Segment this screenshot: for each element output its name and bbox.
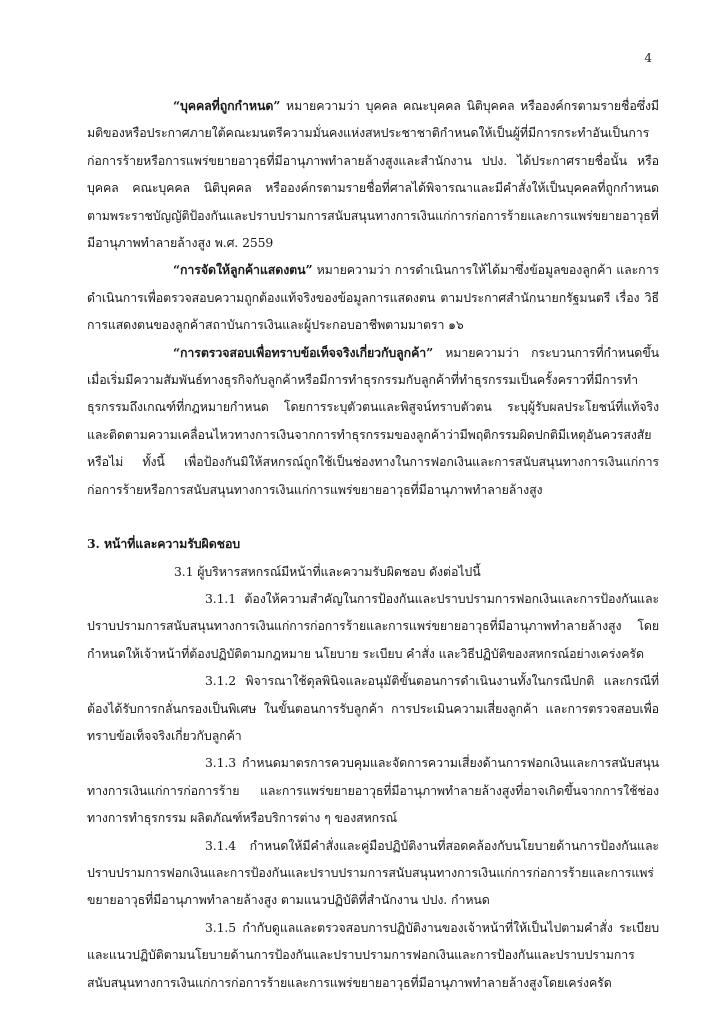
section-item: 3.1.4 กำหนดให้มีคำสั่งและคู่มือปฏิบัติงานที่สอดคล้องกับนโยบายด้านการป้องกันและปราบปรามการฟอกเงินและการป้องกันและปราบปรามการสนับสนุนทางการเงินแก่การก่อการร้ายและการแพร่ขยายอาวุธที่มีอานุภาพทำลายล้างสูง ตามแนวปฏิบัติที่สำนักงาน ปปง. กำหนด bbox=[87, 837, 659, 908]
definition-designated-person bbox=[87, 92, 659, 256]
definition-text: หมายความว่า กระบวนการที่กำหนดขึ้นเมื่อเริ่มมีความสัมพันธ์ทางธุรกิจกับลูกค้าหรือมีการทำธุรกรรมกับลูกค้าที่ทำธุรกรรมเป็นครั้งคราวที่มีการทำธุรกรรมถึงเกณฑ์ที่กฎหมายกำหนด โดยการระบุตัวตนและพิสูจน์ทราบตัวตน ระบุผู้รับผลประโยชน์ที่แท้จริง และติดตามความเคลื่อนไหวทางการเงินจากการทำธุรกรรมของลูกค้าว่ามีพฤติกรรมผิดปกติมีเหตุอันควรสงสัยหรือไม่ ทั้งนี้ เพื่อป้องกันมิให้สหกรณ์ถูกใช้เป็นช่องทางในการฟอกเงินและการสนับสนุนทางการเงินแก่การก่อการร้ายหรือการสนับสนุนทางการเงินแก่การแพร่ขยายอาวุธที่มีอานุภาพทำลายล้างสูง bbox=[87, 344, 659, 497]
section-item: 3.1.2 พิจารณาใช้ดุลพินิจและอนุมัติขั้นตอนการดำเนินงานทั้งในกรณีปกติ และกรณีที่ต้องได้รับการกลั่นกรองเป็นพิเศษ ในขั้นตอนการรับลูกค้า การประเมินความเสี่ยงลูกค้า และการตรวจสอบเพื่อทราบข้อเท็จจริงเกี่ยวกับลูกค้า bbox=[87, 673, 659, 743]
page-number: 4 bbox=[644, 51, 652, 65]
section-heading: 3. หน้าที่และความรับผิดชอบ bbox=[87, 536, 241, 552]
definition-customer-due-diligence bbox=[87, 339, 659, 503]
definition-term: “การจัดให้ลูกค้าแสดงตน” bbox=[173, 262, 313, 278]
section-intro: 3.1 ผู้บริหารสหกรณ์มีหน้าที่และความรับผิดชอบ ดังต่อไปนี้ bbox=[174, 563, 481, 579]
definition-customer-identification bbox=[87, 256, 659, 338]
document-body bbox=[87, 92, 659, 996]
definition-text: หมายความว่า บุคคล คณะบุคคล นิติบุคคล หรือองค์กรตามรายชื่อซึ่งมีมติของหรือประกาศภายใต้คณะมนตรีความมั่นคงแห่งสหประชาชาติกำหนดให้เป็นผู้ที่มีการกระทำอันเป็นการก่อการร้ายหรือการแพร่ขยายอาวุธที่มีอานุภาพทำลายล้างสูงและสำนักงาน ปปง. ได้ประกาศรายชื่อนั้น หรือบุคคล คณะบุคคล นิติบุคคล หรือองค์กรตามรายชื่อที่ศาลได้พิจารณาและมีคำสั่งให้เป็นบุคคลที่ถูกกำหนดตามพระราชบัญญัติป้องกันและปราบปรามการสนับสนุนทางการเงินแก่การก่อการร้ายและการแพร่ขยายอาวุธที่มีอานุภาพทำลายล้างสูง พ.ศ. 2559 bbox=[87, 98, 659, 251]
section-item: 3.1.3 กำหนดมาตรการควบคุมและจัดการความเสี่ยงด้านการฟอกเงินและการสนับสนุนทางการเงินแก่การก่อการร้าย และการแพร่ขยายอาวุธที่มีอานุภาพทำลายล้างสูงที่อาจเกิดขึ้นจากการใช้ช่องทางการทำธุรกรรม ผลิตภัณฑ์หรือบริการต่าง ๆ ของสหกรณ์ bbox=[87, 755, 659, 826]
definition-text: หมายความว่า การดำเนินการให้ได้มาซึ่งข้อมูลของลูกค้า และการดำเนินการเพื่อตรวจสอบความถูกต้องแท้จริงของข้อมูลการแสดงตน ตามประกาศสำนักนายกรัฐมนตรี เรื่อง วิธีการแสดงตนของลูกค้าสถาบันการเงินและผู้ประกอบอาชีพตามมาตรา ๑๖ bbox=[87, 262, 659, 333]
section-item: 3.1.5 กำกับดูแลและตรวจสอบการปฏิบัติงานของเจ้าหน้าที่ให้เป็นไปตามคำสั่ง ระเบียบและแนวปฏิบัติตามนโยบายด้านการป้องกันและปราบปรามการฟอกเงินและการป้องกันและปราบปรามการสนับสนุนทางการเงินแก่การก่อการร้ายและการแพร่ขยายอาวุธที่มีอานุภาพทำลายล้างสูงโดยเคร่งครัด bbox=[87, 919, 659, 990]
section-item: 3.1.1 ต้องให้ความสำคัญในการป้องกันและปราบปรามการฟอกเงินและการป้องกันและปราบปรามการสนับสนุนทางการเงินแก่การก่อการร้ายและการแพร่ขยายอาวุธที่มีอานุภาพทำลายล้างสูง โดยกำหนดให้เจ้าหน้าที่ต้องปฏิบัติตามกฎหมาย นโยบาย ระเบียบ คำสั่ง และวิธีปฏิบัติของสหกรณ์อย่างเคร่งครัด bbox=[87, 590, 659, 661]
definition-term: “บุคคลที่ถูกกำหนด” bbox=[173, 98, 281, 113]
definition-term: “การตรวจสอบเพื่อทราบข้อเท็จจริงเกี่ยวกับลูกค้า” bbox=[173, 344, 434, 360]
